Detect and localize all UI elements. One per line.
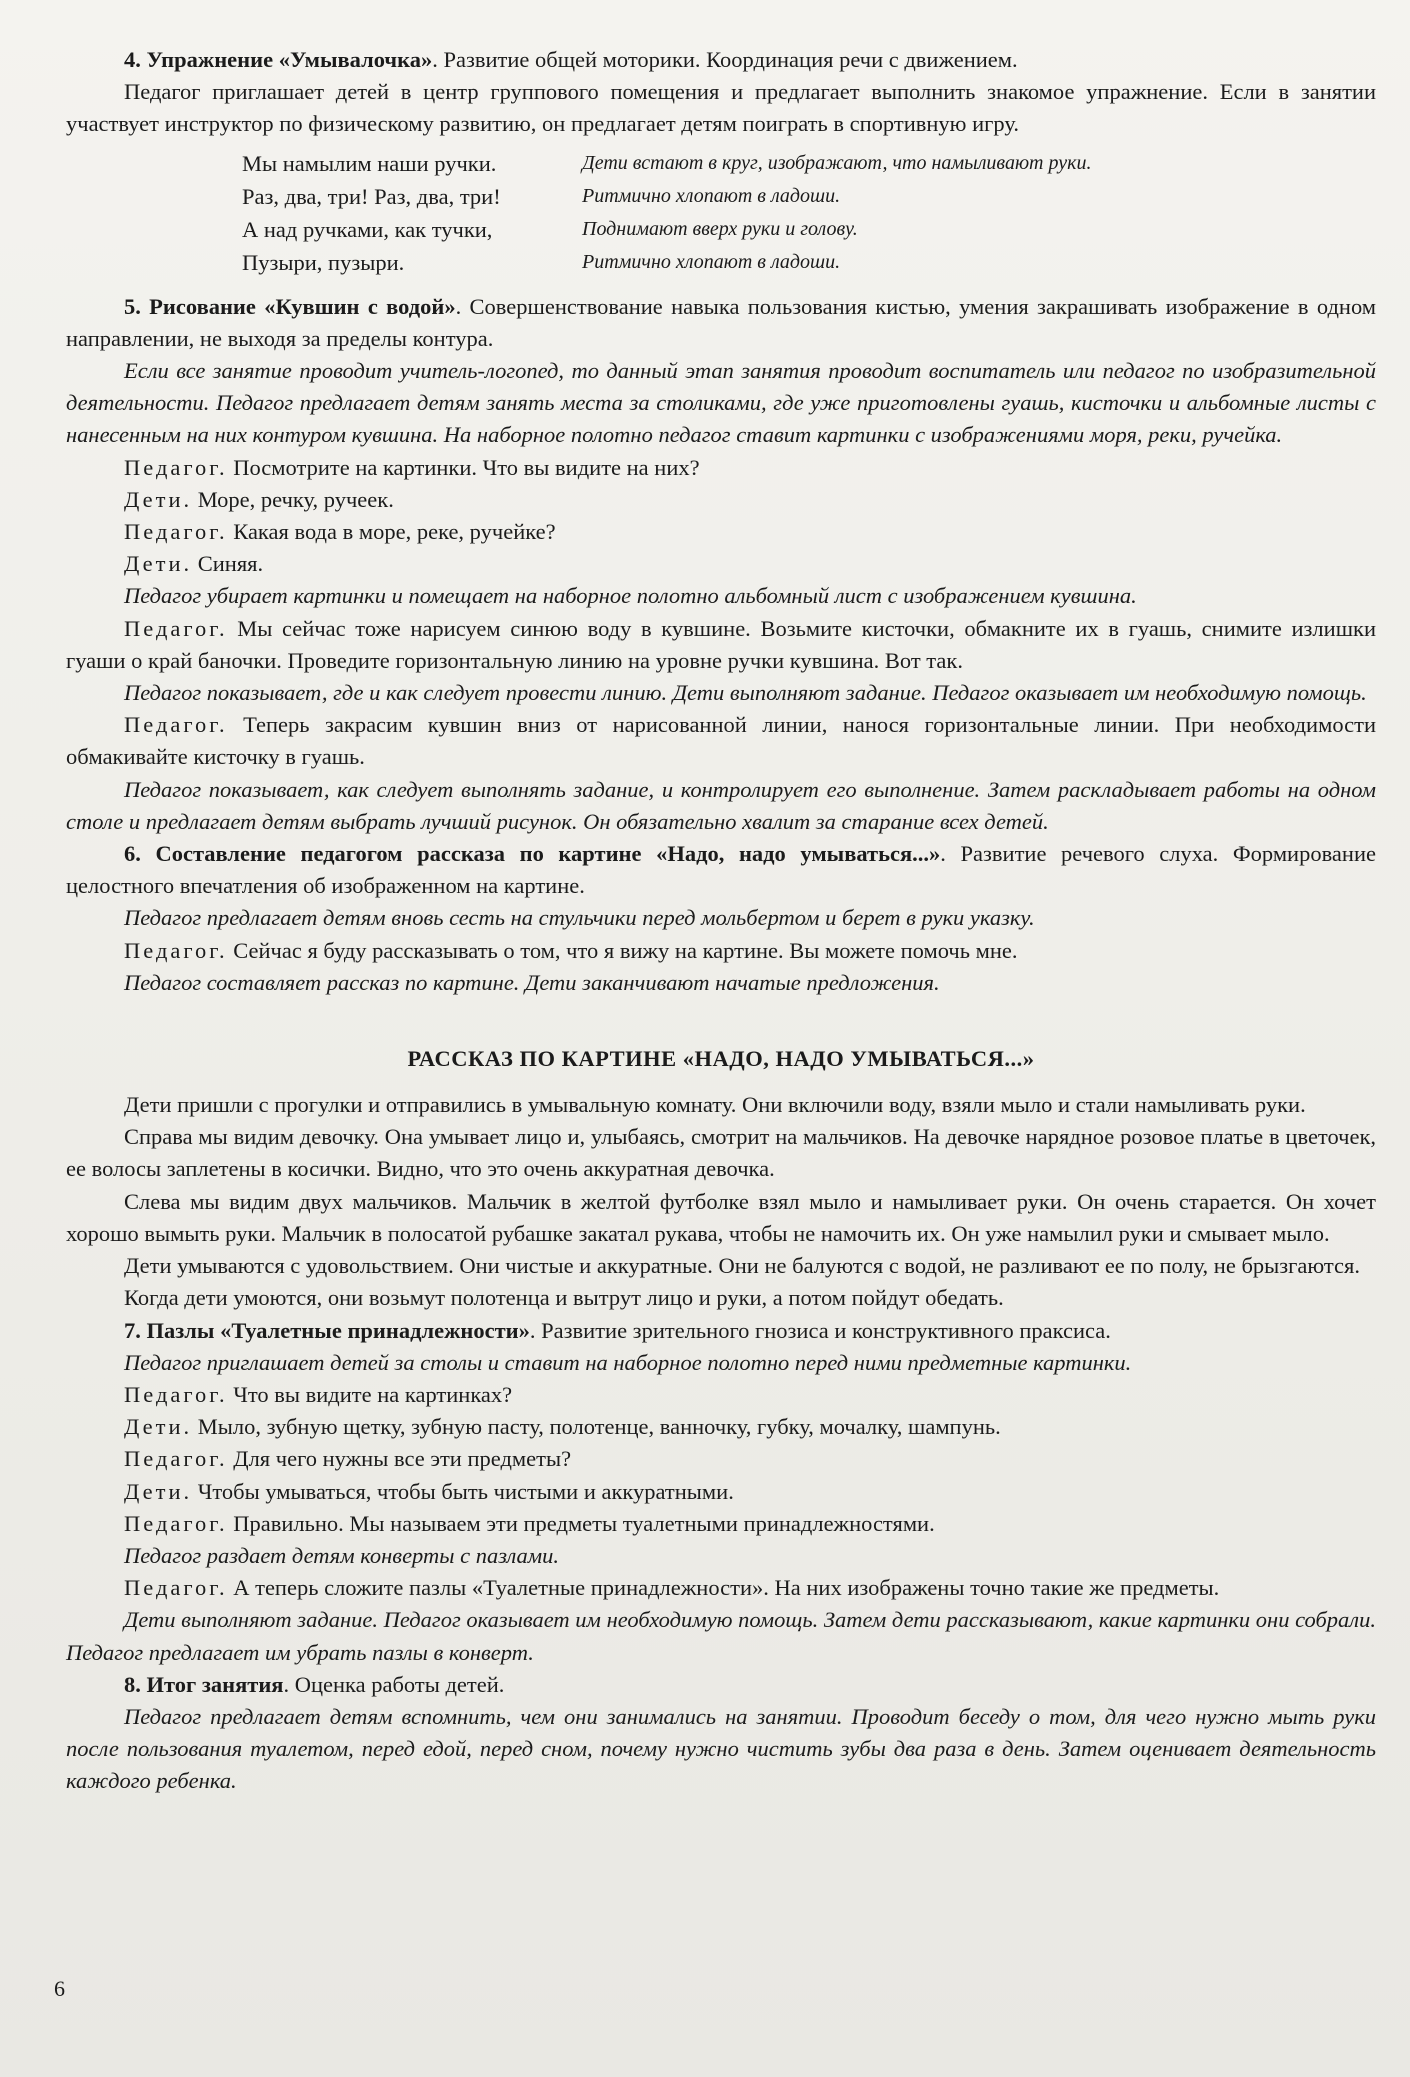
verse-action: Ритмично хлопают в ладоши. — [582, 250, 841, 273]
section-4-body: Педагог приглашает детей в центр группового помещения и предлагает выполнить знакомое упражнение. Если в занятии участвует инструктор по физическому развитию, он предлагает детям поиграть в спортивную игру. — [66, 79, 1376, 137]
section-6-heading — [66, 838, 1376, 902]
verse-action: Ритмично хлопают в ладоши. — [582, 184, 841, 207]
dialogue-line — [66, 548, 1376, 580]
dialogue-line — [66, 613, 1376, 677]
speaker: Педагог. — [124, 1510, 228, 1536]
speech: Синяя. — [192, 551, 264, 577]
dialogue-line — [66, 1379, 1376, 1411]
dialogue-line — [66, 1508, 1376, 1540]
dialogue-line — [66, 935, 1376, 967]
dialogue-line — [66, 516, 1376, 548]
section-5-note: Если все занятие проводит учитель-логопед, то данный этап занятия проводит воспитатель или педагог по изобразительной деятельности. Педагог предлагает детям занять места за столиками, где уже приготовлены гуашь, кисточки и альбомные листы с нанесенным на них контуром кувшина. На наборное полотно педагог ставит картинки с изображениями моря, реки, ручейка. — [66, 358, 1376, 448]
section-7-heading — [66, 1315, 1376, 1347]
dialogue-line — [66, 1476, 1376, 1508]
section-5-title-rest: . Совершенствование навыка пользования кистью, умения закрашивать изображение в одном направлении, не выходя за пределы контура. — [66, 293, 1377, 351]
verse-action: Поднимают вверх руки и голову. — [582, 217, 858, 240]
speaker: Педагог. — [124, 712, 228, 738]
speaker: Дети. — [124, 486, 193, 512]
speaker: Педагог. — [124, 615, 228, 641]
speaker: Педагог. — [124, 937, 228, 963]
section-4-title: 4. Упражнение «Умывалочка» — [124, 47, 433, 72]
section-7-note: Дети выполняют задание. Педагог оказывает им необходимую помощь. Затем дети рассказывают, какие картинки они собрали. Педагог предлагает им убрать пазлы в конверт. — [66, 1607, 1376, 1665]
story-paragraph: Слева мы видим двух мальчиков. Мальчик в желтой футболке взял мыло и намыливает руки. Он очень старается. Он хочет хорошо вымыть руки. Мальчик в полосатой рубашке закатал рукава, чтобы не намочить их. Он уже намылил руки и смывает мыло. — [66, 1188, 1376, 1246]
story-paragraph: Дети умываются с удовольствием. Они чистые и аккуратные. Они не балуются с водой, не разливают ее по полу, не брызгаются. — [124, 1253, 1360, 1279]
verse-action: Дети встают в круг, изображают, что намыливают руки. — [582, 151, 1092, 174]
speech: Для чего нужны все эти предметы? — [227, 1446, 572, 1472]
dialogue-line — [66, 1572, 1376, 1604]
section-5-heading — [66, 291, 1376, 355]
verse-line: Раз, два, три! Раз, два, три! — [242, 183, 501, 209]
speech: Мы сейчас тоже нарисуем синюю воду в кувшине. Возьмите кисточки, обмакните их в гуашь, снимите излишки гуаши о край баночки. Проведите горизонтальную линию на уровне ручки кувшина. Вот так. — [66, 615, 1376, 673]
section-6-note: Педагог предлагает детям вновь сесть на стульчики перед мольбертом и берет в руки указку. — [124, 905, 1035, 931]
verse-line: Пузыри, пузыри. — [242, 249, 405, 275]
speech: А теперь сложите пазлы «Туалетные принадлежности». На них изображены точно такие же предметы. — [227, 1575, 1220, 1601]
story-title: РАССКАЗ ПО КАРТИНЕ «НАДО, НАДО УМЫВАТЬСЯ...» — [407, 1046, 1035, 1072]
dialogue-line — [66, 452, 1376, 484]
dialogue-line — [66, 1443, 1376, 1475]
section-6-note: Педагог составляет рассказ по картине. Дети заканчивают начатые предложения. — [124, 969, 940, 995]
speech: Какая вода в море, реке, ручейке? — [227, 519, 556, 545]
speech: Правильно. Мы называем эти предметы туалетными принадлежностями. — [227, 1510, 935, 1536]
speech: Что вы видите на картинках? — [227, 1381, 513, 1407]
verse-line: Мы намылим наши ручки. — [242, 150, 497, 176]
speaker: Дети. — [124, 1414, 193, 1440]
section-6-title-rest: . Развитие речевого слуха. Формирование целостного впечатления об изображенном на картине. — [66, 841, 1376, 899]
verse-line: А над ручками, как тучки, — [242, 216, 493, 242]
section-8-title-rest: . Оценка работы детей. — [283, 1671, 505, 1697]
section-5-note: Педагог показывает, где и как следует провести линию. Дети выполняют задание. Педагог оказывает им необходимую помощь. — [124, 680, 1367, 706]
dialogue-line — [66, 709, 1376, 773]
speech: Посмотрите на картинки. Что вы видите на них? — [227, 454, 700, 480]
speaker: Педагог. — [124, 1575, 228, 1601]
story-paragraph: Справа мы видим девочку. Она умывает лицо и, улыбаясь, смотрит на мальчиков. На девочке нарядное розовое платье в цветочек, ее волосы заплетены в косички. Видно, что это очень аккуратная девочка. — [66, 1124, 1376, 1182]
section-7-title-rest: . Развитие зрительного гнозиса и конструктивного праксиса. — [529, 1317, 1111, 1343]
section-4-title-rest: . Развитие общей моторики. Координация речи с движением. — [432, 47, 1018, 72]
section-7-title: 7. Пазлы «Туалетные принадлежности» — [124, 1317, 530, 1343]
story-paragraph: Дети пришли с прогулки и отправились в умывальную комнату. Они включили воду, взяли мыло и стали намыливать руки. — [124, 1092, 1306, 1118]
section-5-note: Педагог показывает, как следует выполнять задание, и контролирует его выполнение. Затем раскладывает работы на одном столе и предлагает детям выбрать лучший рисунок. Он обязательно хвалит за старание всех детей. — [66, 776, 1376, 834]
section-8-title: 8. Итог занятия — [124, 1671, 284, 1697]
speaker: Педагог. — [124, 1381, 228, 1407]
speech: Чтобы умываться, чтобы быть чистыми и аккуратными. — [192, 1478, 734, 1504]
dialogue-line — [66, 484, 1376, 516]
section-6-title: 6. Составление педагогом рассказа по картине «Надо, надо умываться...» — [124, 841, 941, 867]
section-7-note: Педагог раздает детям конверты с пазлами. — [124, 1542, 560, 1568]
speaker: Педагог. — [124, 454, 228, 480]
section-4-heading — [66, 44, 1376, 76]
speech: Теперь закрасим кувшин вниз от нарисованной линии, нанося горизонтальные линии. При необходимости обмакивайте кисточку в гуашь. — [66, 712, 1376, 770]
speaker: Педагог. — [124, 1446, 228, 1472]
speech: Море, речку, ручеек. — [192, 486, 394, 512]
section-8-heading — [66, 1669, 1376, 1701]
speaker: Педагог. — [124, 519, 228, 545]
section-5-note: Педагог убирает картинки и помещает на наборное полотно альбомный лист с изображением кувшина. — [124, 583, 1137, 609]
page-number: 6 — [54, 1976, 65, 2001]
dialogue-line — [66, 1411, 1376, 1443]
section-5-title: 5. Рисование «Кувшин с водой» — [124, 293, 456, 319]
story-paragraph: Когда дети умоются, они возьмут полотенца и вытрут лицо и руки, а потом пойдут обедать. — [124, 1285, 1004, 1311]
speech: Сейчас я буду рассказывать о том, что я вижу на картине. Вы можете помочь мне. — [227, 937, 1018, 963]
section-8-note: Педагог предлагает детям вспомнить, чем они занимались на занятии. Проводит беседу о том, для чего нужно мыть руки после пользования туалетом, перед едой, перед сном, почему нужно чистить зубы два раза в день. Затем оценивает деятельность каждого ребенка. — [66, 1703, 1376, 1794]
verse-block — [66, 147, 1376, 279]
speech: Мыло, зубную щетку, зубную пасту, полотенце, ванночку, губку, мочалку, шампунь. — [192, 1414, 1001, 1440]
section-7-note: Педагог приглашает детей за столы и ставит на наборное полотно перед ними предметные картинки. — [124, 1349, 1132, 1375]
speaker: Дети. — [124, 551, 193, 577]
speaker: Дети. — [124, 1478, 193, 1504]
